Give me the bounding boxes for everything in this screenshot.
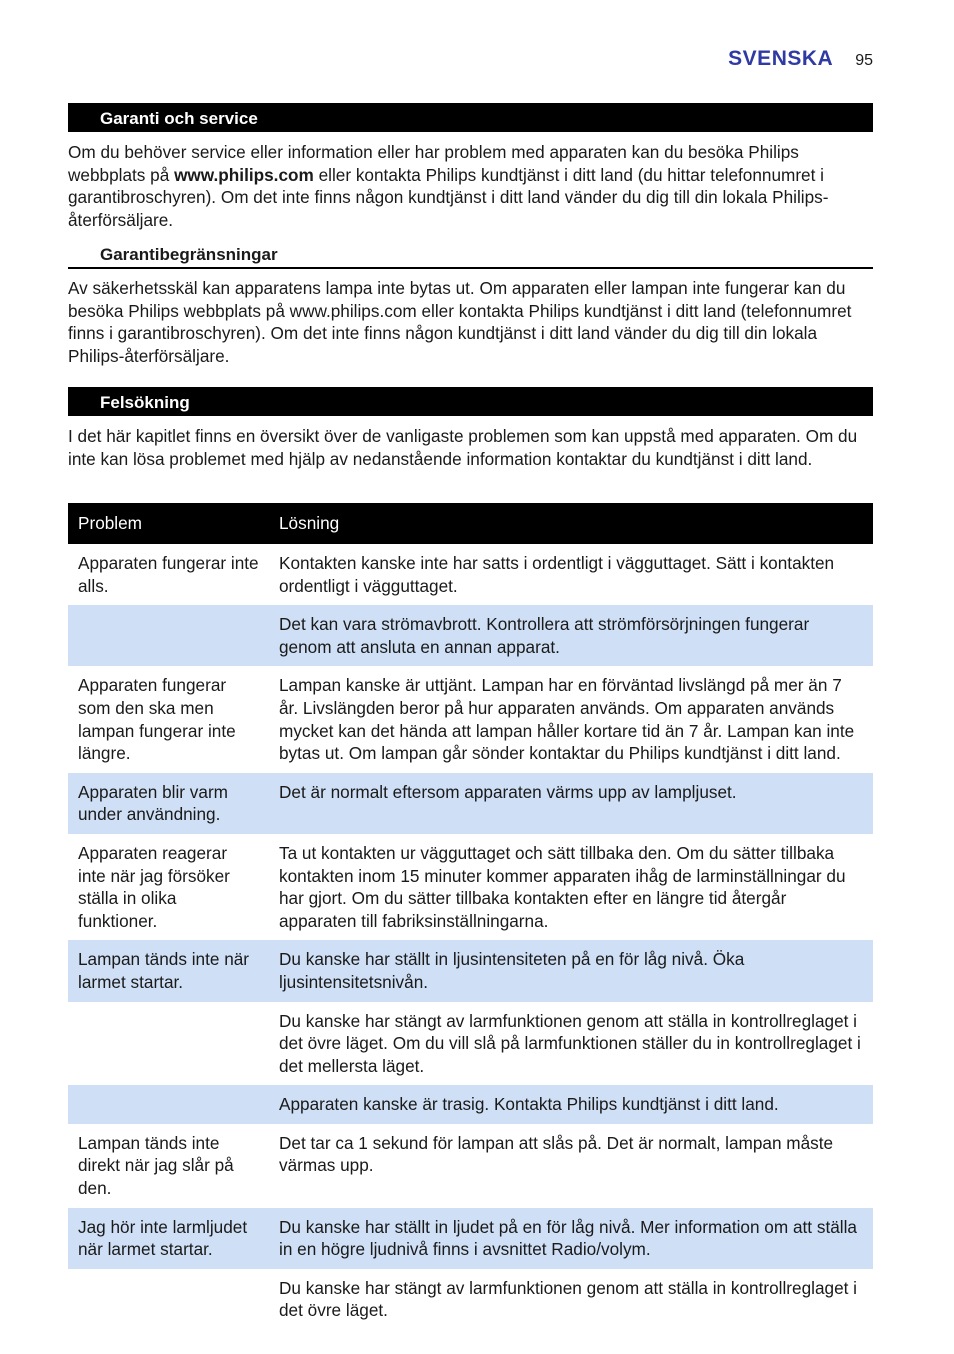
header-problem: Problem	[68, 503, 269, 544]
table-row	[68, 1124, 873, 1208]
solution-cell: Du kanske har stängt av larmfunktionen genom att ställa in kontrollreglaget i det övre läget.	[279, 1277, 858, 1321]
solution-cell: Lampan kanske är uttjänt. Lampan har en förväntad livslängd på mer än 7 år. Livslängden beror på hur apparaten används. Om apparaten används mycket kan det hända att lampan håller kortare tid än 7 år. Lampan kan inte bytas ut. Om lampan går sönder kontaktar du Philips kundtjänst i ditt land.	[279, 675, 855, 764]
section-title-guarantee: Garanti och service	[68, 103, 873, 132]
page-header	[728, 47, 873, 71]
problem-cell	[68, 1002, 269, 1086]
problem-cell	[68, 605, 269, 666]
problem-cell	[68, 1085, 269, 1124]
table-row	[68, 1208, 873, 1269]
solution-cell: Du kanske har stängt av larmfunktionen genom att ställa in kontrollreglaget i det övre läget. Om du vill slå på larmfunktionen ställer du in kontrollreglaget i det mellersta läget.	[279, 1010, 861, 1076]
table-row	[68, 544, 873, 605]
problem-cell: Jag hör inte larmljudet när larmet startar.	[68, 1208, 269, 1269]
page-number: 95	[855, 52, 873, 69]
troubleshooting-paragraph: I det här kapitlet finns en översikt över de vanligaste problemen som kan uppstå med apparaten. Om du inte kan lösa problemet med hjälp av nedanstående information kontaktar du kundtjänst i ditt land.	[68, 426, 858, 469]
guarantee-paragraph	[68, 141, 873, 231]
solution-cell: Det tar ca 1 sekund för lampan att slås på. Det är normalt, lampan måste värmas upp.	[279, 1132, 834, 1176]
solution-cell: Apparaten kanske är trasig. Kontakta Philips kundtjänst i ditt land.	[269, 1085, 873, 1124]
philips-link[interactable]: www.philips.com	[174, 164, 314, 185]
problem-cell: Apparaten reagerar inte när jag försöker ställa in olika funktioner.	[78, 842, 230, 931]
solution-cell: Du kanske har ställt in ljudet på en för låg nivå. Mer information om att ställa in en högre ljudnivå finns i avsnittet Radio/volym.	[269, 1208, 873, 1269]
table-header-row	[68, 503, 873, 544]
problem-cell: Lampan tänds inte direkt när jag slår på den.	[78, 1132, 234, 1199]
guarantee-text-pre: Om du behöver service eller information eller har problem med apparaten kan du besöka Philips webbplats på	[68, 142, 799, 185]
solution-cell: Du kanske har ställt in ljusintensiteten på en för låg nivå. Öka ljusintensitetsnivån.	[269, 940, 873, 1001]
table-row	[68, 1269, 873, 1330]
troubleshooting-table	[68, 503, 873, 1330]
guarantee-text-post: eller kontakta Philips kundtjänst i ditt land (du hittar telefonnumret i garantibroschyren). Om det inte finns någon kundtjänst i ditt land vänder du dig till din lokala Philips-återförsäljare.	[68, 164, 829, 230]
problem-cell	[68, 1269, 269, 1330]
section-title-limitations: Garantibegränsningar	[68, 243, 873, 269]
problem-cell: Apparaten blir varm under användning.	[68, 773, 269, 834]
problem-cell: Lampan tänds inte när larmet startar.	[68, 940, 269, 1001]
solution-cell: Det är normalt eftersom apparaten värms upp av lampljuset.	[269, 773, 873, 834]
table-row	[68, 1002, 873, 1086]
table-row	[68, 666, 873, 772]
solution-cell: Kontakten kanske inte har satts i ordentligt i vägguttaget. Sätt i kontakten ordentligt i vägguttaget.	[279, 553, 835, 596]
table-row	[68, 940, 873, 1001]
language-label: SVENSKA	[728, 47, 834, 70]
table-row	[68, 834, 873, 940]
problem-cell: Apparaten fungerar inte alls.	[78, 553, 259, 596]
section-title-troubleshooting: Felsökning	[68, 387, 873, 416]
table-row	[68, 605, 873, 666]
solution-cell: Det kan vara strömavbrott. Kontrollera att strömförsörjningen fungerar genom att ansluta en annan apparat.	[269, 605, 873, 666]
table-row	[68, 773, 873, 834]
solution-cell: Ta ut kontakten ur vägguttaget och sätt tillbaka den. Om du sätter tillbaka kontakten inom 15 minuter kommer apparaten ihåg de larminställningar du har gjort. Om du sätter tillbaka kontakten efter en längre tid återgår apparaten till fabriksinställningarna.	[279, 842, 846, 931]
header-solution: Lösning	[269, 503, 873, 544]
limitations-paragraph: Av säkerhetsskäl kan apparatens lampa inte bytas ut. Om apparaten eller lampan inte fungerar kan du besöka Philips webbplats på www.philips.com eller kontakta Philips kundtjänst i ditt land (telefonnumret finns i garantibroschyren). Om det inte finns någon kundtjänst i ditt land vänder du dig till din lokala Philips-återförsäljare.	[68, 278, 852, 366]
table-row	[68, 1085, 873, 1124]
problem-cell: Apparaten fungerar som den ska men lampan fungerar inte längre.	[78, 675, 236, 764]
